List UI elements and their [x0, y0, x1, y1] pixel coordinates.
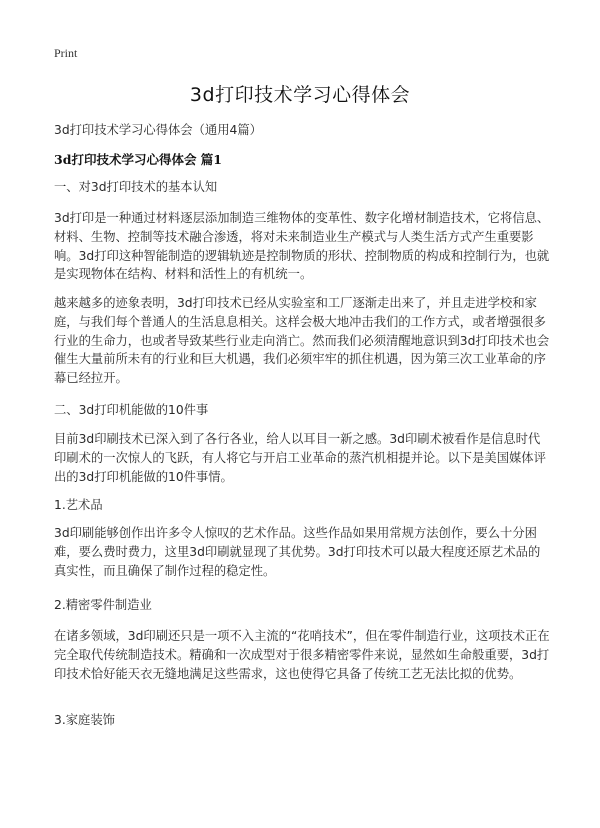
list-item-precision-parts: 2.精密零件制造业 — [54, 598, 152, 612]
print-link[interactable]: Print — [54, 46, 78, 60]
paragraph-3: 目前3d印刷技术已深入到了各行各业，给人以耳目一新之感。3d印刷术被看作是信息时代印刷术的一次惊人的飞跃，有人将它与开启工业革命的蒸汽机相提并论。以下是美国媒体评出的3d打印机能做的10件事情。 — [54, 432, 546, 484]
heading-basic-understanding: 一、对3d打印技术的基本认知 — [54, 180, 218, 194]
paragraph-1: 3d打印是一种通过材料逐层添加制造三维物体的变革性、数字化增材制造技术，它将信息、材料、生物、控制等技术融合渗透，将对未来制造业生产模式与人类生活方式产生重要影响。3d打印这种智能制造的逻辑轨迹是控制物质的形状、控制物质的构成和控制行为，也就是实现物体在结构、材料和活性上的有机统一。 — [54, 211, 550, 282]
section-heading: 3d打印技术学习心得体会 篇1 — [54, 152, 222, 167]
page-title: 3d打印技术学习心得体会 — [189, 84, 411, 106]
paragraph-2: 越来越多的迹象表明，3d打印技术已经从实验室和工厂逐渐走出来了，并且走进学校和家庭，与我们每个普通人的生活息息相关。这样会极大地冲击我们的工作方式，或者增强很多行业的生命力，也或者导致某些行业走向消亡。然而我们必须清醒地意识到3d打印技术也会催生大量前所未有的行业和巨大机遇，我们必须牢牢的抓住机遇，因为第三次工业革命的序幕已经拉开。 — [54, 296, 550, 386]
document-subtitle: 3d打印技术学习心得体会（通用4篇） — [54, 123, 262, 137]
heading-ten-things: 二、3d打印机能做的10件事 — [54, 403, 209, 417]
list-item-artwork: 1.艺术品 — [54, 498, 103, 512]
paragraph-4: 3d印刷能够创作出许多令人惊叹的艺术作品。这些作品如果用常规方法创作，要么十分困难，要么费时费力，这里3d印刷就显现了其优势。3d打印技术可以最大程度还原艺术品的真实性，而且确保了制作过程的稳定性。 — [54, 526, 541, 578]
paragraph-5: 在诸多领域，3d印刷还只是一项不入主流的“花哨技术”，但在零件制造行业，这项技术正在完全取代传统制造技术。精确和一次成型对于很多精密零件来说，显然如生命般重要，3d打印技术恰好能天衣无缝地满足这些需求，这也使得它具备了传统工艺无法比拟的优势。 — [54, 629, 550, 681]
list-item-home-decor: 3.家庭装饰 — [54, 713, 115, 727]
